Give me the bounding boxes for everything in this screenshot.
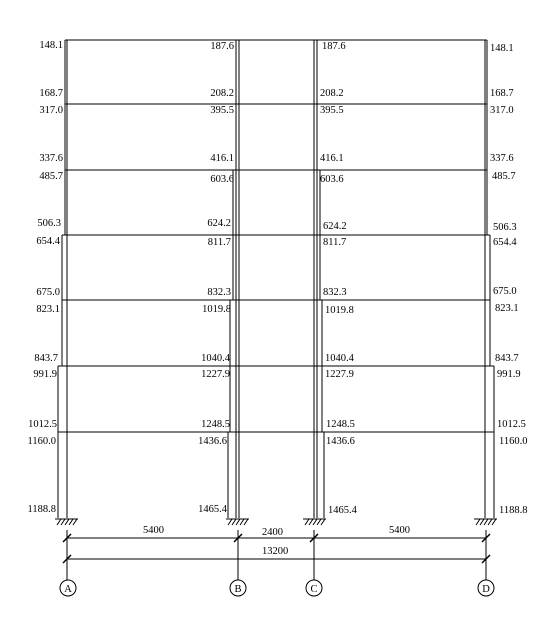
value-label: 1019.8 (202, 304, 231, 315)
value-label: 1040.4 (325, 353, 354, 364)
value-label: 317.0 (39, 105, 63, 116)
fixed-support-a (55, 519, 78, 525)
fixed-support-d (474, 519, 497, 525)
value-label: 1160.0 (27, 436, 56, 447)
value-label: 603.6 (320, 174, 344, 185)
value-label: 168.7 (490, 88, 514, 99)
value-label: 1040.4 (201, 353, 230, 364)
value-label: 317.0 (490, 105, 514, 116)
value-label: 337.6 (39, 153, 63, 164)
value-label: 1436.6 (198, 436, 227, 447)
value-label: 1465.4 (198, 504, 227, 515)
value-label: 832.3 (323, 287, 347, 298)
value-label: 187.6 (322, 41, 346, 52)
value-label: 208.2 (320, 88, 344, 99)
value-label: 1019.8 (325, 305, 354, 316)
value-label: 675.0 (36, 287, 60, 298)
value-label: 506.3 (37, 218, 61, 229)
total-dimension: 13200 (262, 546, 289, 557)
value-label: 506.3 (493, 222, 517, 233)
value-label: 675.0 (493, 286, 517, 297)
value-label: 395.5 (320, 105, 344, 116)
value-label: 485.7 (492, 171, 516, 182)
column-d-values (490, 43, 528, 516)
value-label: 654.4 (493, 237, 517, 248)
column-b-values (198, 41, 234, 515)
value-label: 624.2 (323, 221, 347, 232)
value-label: 654.4 (36, 236, 60, 247)
value-label: 823.1 (36, 304, 60, 315)
value-label: 1012.5 (497, 419, 526, 430)
axis-bubble-d (478, 580, 494, 596)
value-label: 603.6 (210, 174, 234, 185)
fixed-support-b (226, 519, 249, 525)
axis-label-c: C (310, 584, 318, 595)
axis-label-b: B (234, 584, 242, 595)
value-label: 1465.4 (328, 505, 357, 516)
value-label: 843.7 (34, 353, 58, 364)
value-label: 823.1 (495, 303, 519, 314)
value-label: 148.1 (490, 43, 514, 54)
value-label: 1227.9 (201, 369, 230, 380)
value-label: 991.9 (33, 369, 57, 380)
value-label: 1436.6 (326, 436, 355, 447)
span-dimension-bc: 2400 (262, 527, 283, 538)
axis-bubble-a (60, 580, 76, 596)
axis-label-d: D (482, 584, 490, 595)
value-label: 208.2 (210, 88, 234, 99)
value-label: 337.6 (490, 153, 514, 164)
value-label: 991.9 (497, 369, 521, 380)
value-label: 187.6 (210, 41, 234, 52)
value-label: 416.1 (210, 153, 234, 164)
value-label: 1227.9 (325, 369, 354, 380)
column-c-values (320, 41, 358, 516)
axis-label-a: A (64, 584, 72, 595)
value-label: 843.7 (495, 353, 519, 364)
value-label: 1248.5 (201, 419, 230, 430)
value-label: 811.7 (323, 237, 347, 248)
value-label: 416.1 (320, 153, 344, 164)
value-label: 832.3 (207, 287, 231, 298)
value-label: 395.5 (210, 105, 234, 116)
axis-bubble-b (230, 580, 246, 596)
value-label: 1188.8 (499, 505, 528, 516)
value-label: 624.2 (207, 218, 231, 229)
fixed-support-c (303, 519, 326, 525)
span-dimension-ab: 5400 (143, 525, 164, 536)
value-label: 1248.5 (326, 419, 355, 430)
axis-bubble-c (306, 580, 322, 596)
value-label: 1012.5 (28, 419, 57, 430)
value-label: 811.7 (207, 237, 231, 248)
value-label: 168.7 (39, 88, 63, 99)
value-label: 485.7 (39, 171, 63, 182)
value-label: 1188.8 (27, 504, 56, 515)
span-dimension-cd: 5400 (389, 525, 410, 536)
value-label: 148.1 (39, 40, 63, 51)
value-label: 1160.0 (499, 436, 528, 447)
